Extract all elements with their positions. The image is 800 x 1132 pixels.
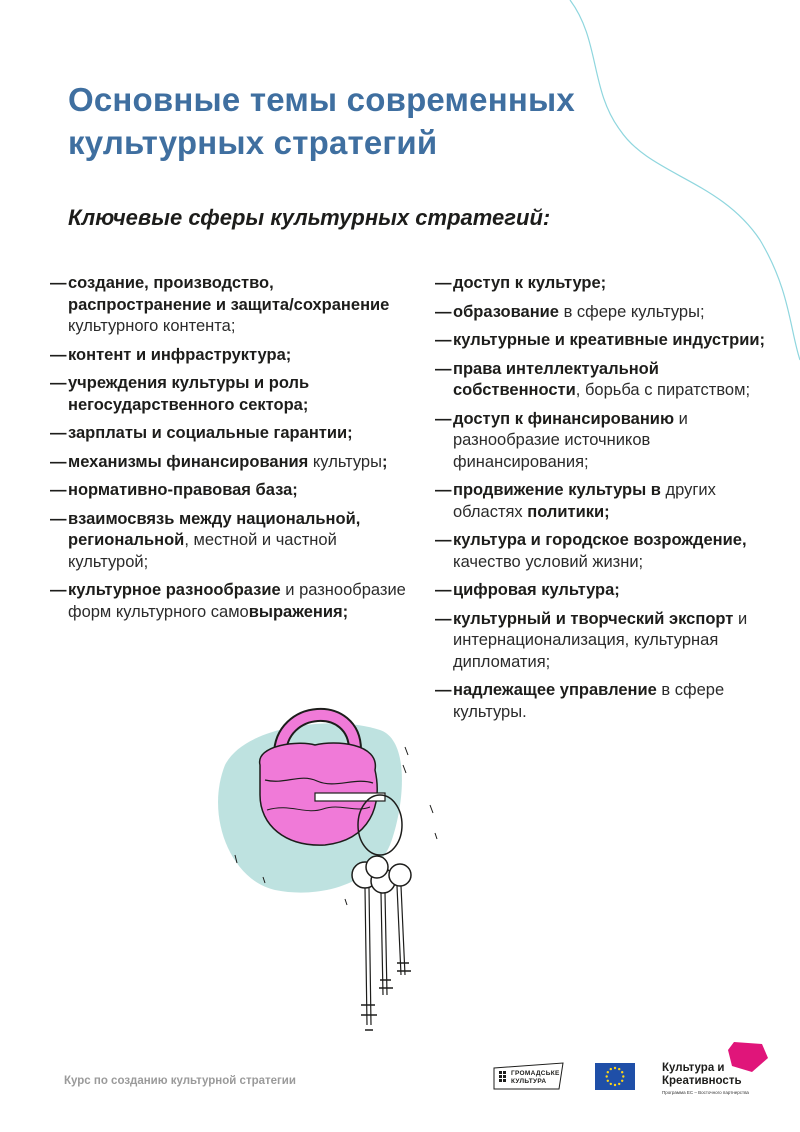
course-footer-text: Курс по созданию культурной стратегии [64, 1075, 296, 1087]
hromadske-kultura-logo [493, 1062, 565, 1090]
kultura-kreativnost-logo [662, 1040, 772, 1100]
page-title: Основные темы современных культурных стратегий [68, 81, 575, 161]
hromadske-line2: КУЛЬТУРА [511, 1078, 547, 1085]
list-item: — доступ к финансированию и разнообразие источников финансирования; [435, 409, 688, 471]
padlock-with-keys-icon [205, 685, 445, 1065]
left-topics-list [50, 273, 410, 630]
list-item: — учреждения культуры и роль негосударственного сектора; [50, 374, 310, 414]
list-item: — зарплаты и социальные гарантии; [50, 424, 353, 442]
kk-name-line2: Креативность [662, 1075, 742, 1087]
list-item: — контент и инфраструктура; [50, 345, 292, 364]
section-subtitle: Ключевые сферы культурных стратегий: [68, 205, 551, 230]
list-item: — механизмы финансирования культуры; [50, 452, 388, 471]
kk-subtitle: Программа ЕС – Восточного партнерства [662, 1090, 749, 1095]
list-item: — культурное разнообразие и разнообразие форм культурного самовыражения; [50, 581, 406, 621]
list-item: — нормативно-правовая база; [50, 481, 298, 499]
eu-flag-icon [595, 1063, 635, 1090]
kk-name-line1: Культура и [662, 1062, 725, 1074]
list-item: — создание, производство, распространение и защита/сохранение культурного контента; [50, 274, 390, 335]
list-item: — культурный и творческий экспорт и интернационализация, культурная дипломатия; [435, 609, 748, 671]
list-item: — культурные и креативные индустрии; [435, 331, 766, 349]
list-item: — культура и городское возрождение, качество условий жизни; [435, 531, 747, 571]
list-item: — доступ к культуре; [435, 274, 607, 292]
list-item: — права интеллектуальной собственности, борьба с пиратством; [435, 359, 751, 399]
list-item: — цифровая культура; [435, 581, 620, 599]
list-item: — образование в сфере культуры; [435, 302, 705, 321]
list-item: — взаимосвязь между национальной, региональной, местной и частной культурой; [50, 509, 361, 571]
list-item: — продвижение культуры в других областях политики; [435, 481, 716, 521]
hromadske-line1: ГРОМАДСЬКЕ [511, 1070, 560, 1077]
right-topics-list [435, 273, 765, 730]
list-item: — надлежащее управление в сфере культуры. [435, 681, 725, 721]
